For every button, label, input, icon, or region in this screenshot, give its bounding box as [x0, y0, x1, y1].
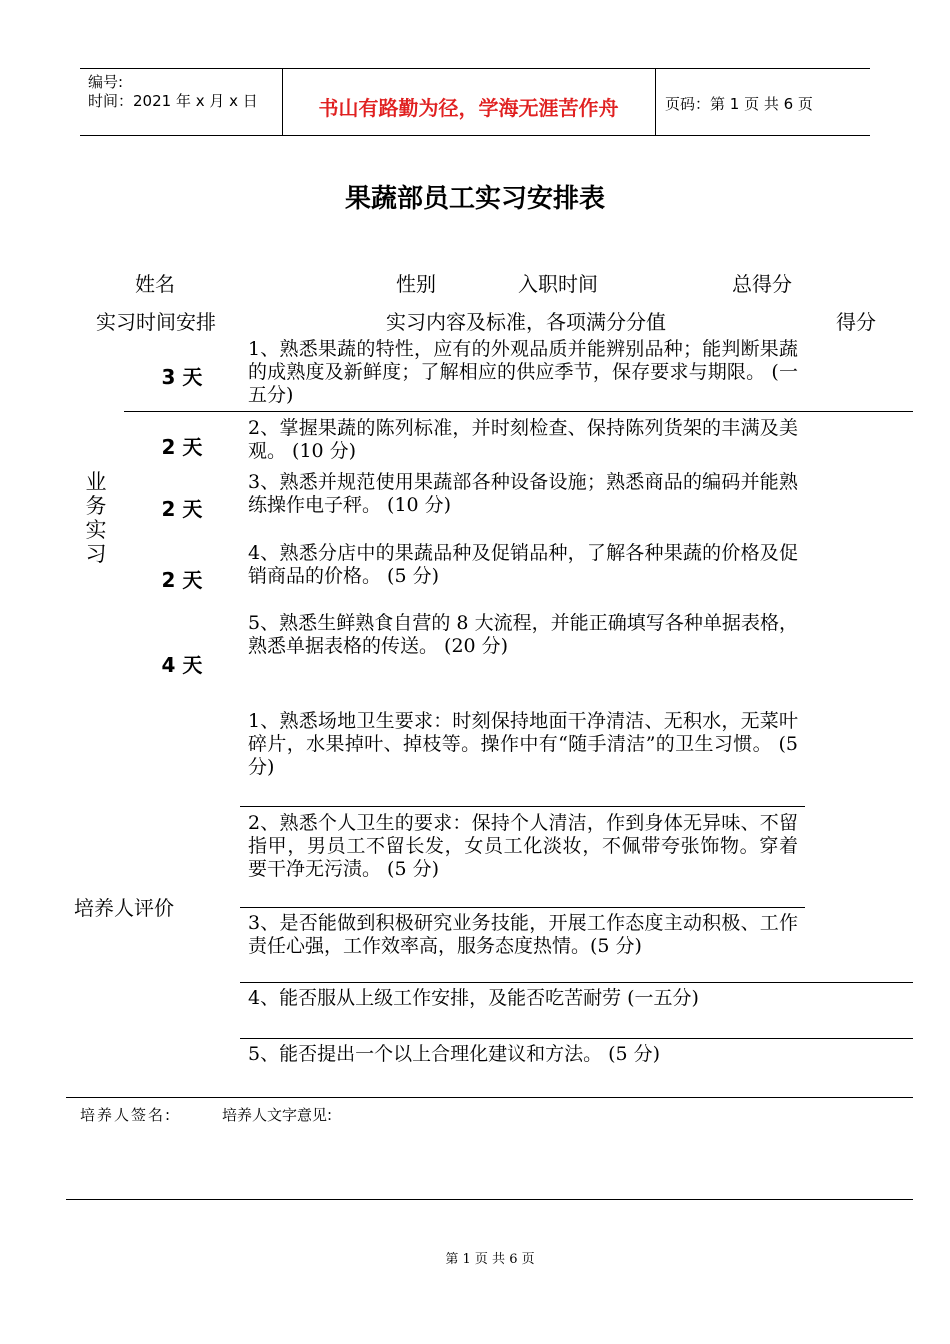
evaluation-item-4-text: 4、能否服从上级工作安排，及能否吃苦耐劳 (一五分) [248, 987, 699, 1009]
business-practice-label: 业 务 实 习 [85, 470, 107, 566]
content-column-header: 实习内容及标准，各项满分分值 [386, 310, 666, 334]
business-item-3-text: 3、熟悉并规范使用果蔬部各种设备设施；熟悉商品的编码并能熟练操作电子秤。 (10 分) [248, 471, 798, 516]
header-bottom-border [80, 135, 870, 136]
header-motto: 书山有路勤为径，学海无涯苦作舟 [318, 96, 619, 120]
business-item-1-divider [124, 411, 913, 412]
evaluation-item-2-divider [240, 907, 805, 908]
evaluation-item-4-divider [240, 1038, 913, 1039]
document-number-label: 编号: [88, 73, 124, 91]
header-divider-right [655, 68, 656, 136]
signature-area-bottom-border [66, 1199, 913, 1200]
page-footer: 第 1 页 共 6 页 [445, 1252, 535, 1267]
score-column-header: 得分 [836, 310, 876, 334]
evaluation-item-1-divider [240, 806, 805, 807]
business-item-1-text: 1、熟悉果蔬的特性，应有的外观品质并能辨别品种；能判断果蔬的成熟度及新鲜度；了解相应的供应季节，保存要求与期限。 (一五分) [248, 338, 798, 406]
trainer-evaluation-label: 培养人评价 [74, 896, 174, 920]
entry-time-label: 入职时间 [518, 272, 598, 296]
evaluation-item-5-text: 5、能否提出一个以上合理化建议和方法。 (5 分) [248, 1043, 661, 1065]
business-item-3-days: 2 天 [161, 497, 203, 521]
header-page-info: 页码：第 1 页 共 6 页 [665, 95, 813, 113]
trainer-signature-label: 培养人签名: [80, 1106, 173, 1124]
business-item-2-days: 2 天 [161, 435, 203, 459]
business-item-4-days: 2 天 [161, 568, 203, 592]
page-title: 果蔬部员工实习安排表 [344, 184, 605, 214]
business-item-4-text: 4、熟悉分店中的果蔬品种及促销品种，了解各种果蔬的价格及促销商品的价格。 (5 分) [248, 542, 798, 587]
evaluation-item-2-text: 2、熟悉个人卫生的要求：保持个人清洁，作到身体无异味、不留指甲，男员工不留长发，女员工化淡妆，不佩带夸张饰物。穿着要干净无污渍。 (5 分) [248, 812, 798, 880]
document-date: 时间：2021 年 x 月 x 日 [88, 92, 258, 110]
name-label: 姓名 [135, 272, 175, 296]
evaluation-item-1-text: 1、熟悉场地卫生要求：时刻保持地面干净清洁、无积水，无菜叶碎片，水果掉叶、掉枝等。操作中有“随手清洁”的卫生习惯。 (5 分) [248, 710, 798, 778]
gender-label: 性别 [396, 272, 436, 296]
business-item-5-days: 4 天 [161, 653, 203, 677]
business-item-5-text: 5、熟悉生鲜熟食自营的 8 大流程，并能正确填写各种单据表格，熟悉单据表格的传送。 (20 分) [248, 612, 798, 657]
header-top-border [80, 68, 870, 69]
business-item-1-days: 3 天 [161, 365, 203, 389]
total-score-label: 总得分 [732, 272, 792, 296]
evaluation-item-3-text: 3、是否能做到积极研究业务技能，开展工作态度主动积极、工作责任心强，工作效率高，服务态度热情。(5 分) [248, 912, 798, 957]
table-bottom-border [66, 1097, 913, 1098]
business-item-2-text: 2、掌握果蔬的陈列标准，并时刻检查、保持陈列货架的丰满及美观。 (10 分) [248, 417, 798, 462]
schedule-column-header: 实习时间安排 [96, 310, 216, 334]
trainer-comments-label: 培养人文字意见: [222, 1106, 333, 1124]
evaluation-item-3-divider [240, 982, 913, 983]
